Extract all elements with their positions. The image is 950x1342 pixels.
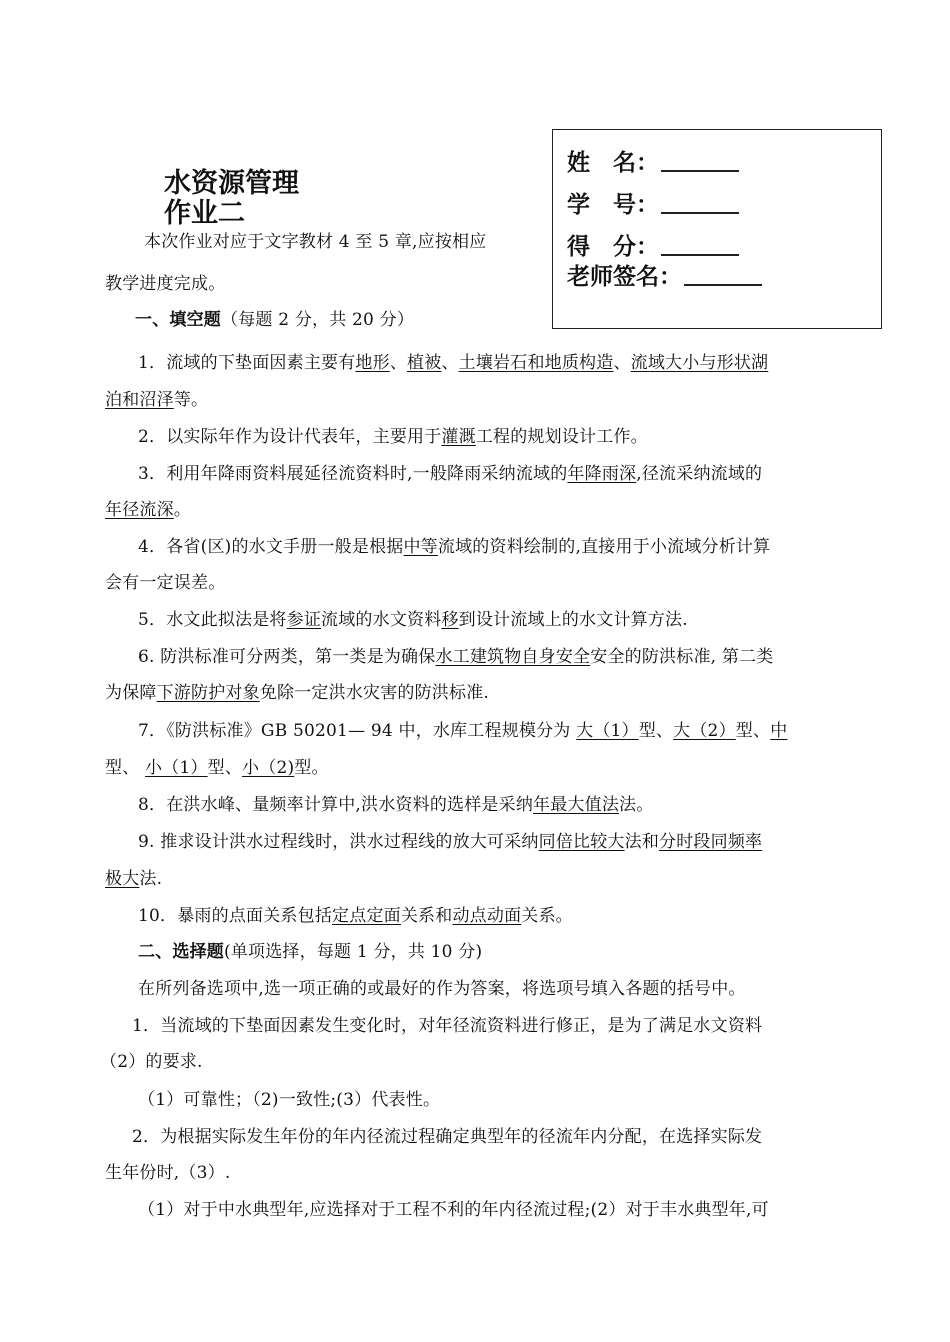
q7-line-2: [105, 756, 329, 780]
q4-line-2: 会有一定误差。: [105, 573, 226, 593]
q1-text-end: 等。: [173, 390, 209, 410]
page-subtitle: 作业二: [164, 198, 245, 229]
q7-sep: 型、: [105, 758, 146, 778]
q6-text: 6. 防洪标准可分两类，第一类是为确保: [138, 647, 436, 667]
q7-sep: 型、: [638, 721, 674, 741]
q3-line-1: [138, 462, 762, 486]
q2-line-1: [138, 425, 648, 449]
q9-text-end: 法.: [139, 869, 163, 889]
q8-answer: 年最大值法: [533, 795, 620, 815]
q5-line-1: [138, 608, 688, 632]
student-id-label: 学 号：: [567, 192, 659, 218]
q6-answer-2: 下游防护对象: [156, 683, 260, 703]
q5-answer-1: 参证: [286, 610, 322, 630]
mc-q1-options: （1）可靠性；（2)一致性;(3）代表性。: [138, 1090, 441, 1110]
q1-answer-3: 土壤岩石和地质构造: [458, 353, 614, 373]
q7-answer-1: 大（1）: [576, 721, 639, 741]
q7-text: 7．《防洪标准》GB 50201— 94 中，水库工程规模分为: [138, 721, 577, 741]
mc-q2-line-1: 2．为根据实际发生年份的年内径流过程确定典型年的径流年内分配，在选择实际发: [132, 1127, 763, 1147]
q4-answer: 中等: [403, 537, 438, 557]
q7-sep: 型、: [735, 721, 771, 741]
q2-text: 2．以实际年作为设计代表年，主要用于: [138, 427, 442, 447]
q5-answer-2: 移: [441, 610, 459, 630]
q7-text-end: 型。: [294, 758, 329, 778]
q1-sep: 、: [389, 353, 408, 373]
score-label: 得 分：: [567, 234, 659, 260]
q9-line-1: [138, 830, 762, 854]
q7-sep: 型、: [207, 758, 243, 778]
mc-q1-line-2: （2）的要求.: [100, 1052, 203, 1072]
q2-answer: 灌溉: [441, 427, 476, 447]
q3-answer-1: 年降雨深: [567, 464, 637, 484]
q1-answer-1: 地形: [355, 353, 390, 373]
section2-instruction: 在所列备选项中,选一项正确的或最好的作为答案，将选项号填入各题的括号中。: [138, 979, 746, 999]
q3-line-2: [105, 498, 191, 522]
q1-sep: 、: [613, 353, 631, 373]
q1-answer-4: 流域大小与形状湖: [630, 353, 769, 373]
mc-q2-options: （1）对于中水典型年,应选择对于工程不利的年内径流过程;(2）对于丰水典型年,可: [138, 1200, 769, 1220]
q7-answer-3: 中: [770, 721, 788, 741]
section1-heading: [135, 308, 414, 332]
name-field[interactable]: [567, 144, 739, 177]
section2-heading: [138, 940, 482, 964]
q5-text: 5．水文此拟法是将: [138, 610, 287, 630]
section1-heading-title: 一、填空题: [135, 310, 221, 330]
q7-line-1: [138, 719, 787, 743]
q9-text: 9. 推求设计洪水过程线时，洪水过程线的放大可采纳: [138, 832, 539, 852]
section2-heading-note: (单项选择，每题 1 分，共 10 分): [224, 942, 483, 962]
q3-text-mid: ,径流采纳流域的: [636, 464, 763, 484]
q8-text: 8．在洪水峰、量频率计算中,洪水资料的选样是采纳: [138, 795, 534, 815]
section2-heading-title: 二、选择题: [138, 942, 224, 962]
q3-answer-2: 年径流深: [105, 500, 174, 520]
name-blank[interactable]: [661, 150, 739, 172]
q5-text-mid: 流域的水文资料: [321, 610, 442, 630]
student-info-box: [552, 129, 882, 329]
score-blank[interactable]: [661, 234, 739, 256]
q4-text-mid: 流域的资料绘制的,直接用于小流域分析计算: [437, 537, 771, 557]
q1-text: 1．流域的下垫面因素主要有: [138, 353, 356, 373]
q10-answer-2: 动点动面: [452, 906, 522, 926]
q8-line-1: [138, 793, 653, 817]
q1-line-2: [105, 388, 208, 412]
q10-answer-1: 定点定面: [332, 906, 401, 926]
q1-answer-2: 植被: [407, 353, 442, 373]
q6-answer-1: 水工建筑物自身安全: [435, 647, 591, 667]
student-id-blank[interactable]: [661, 192, 739, 214]
q9-answer-1: 同倍比较大: [538, 832, 625, 852]
teacher-signature-blank[interactable]: [684, 264, 762, 286]
teacher-signature-field[interactable]: [567, 258, 762, 291]
q3-text-end: 。: [173, 500, 192, 520]
q6-text-mid: 安全的防洪标准, 第二类: [590, 647, 774, 667]
q6-text-end: 免除一定洪水灾害的防洪标准.: [259, 683, 490, 703]
q4-line-1: [138, 535, 770, 559]
q6-line-1: [138, 645, 773, 669]
q7-answer-5: 小（2): [242, 758, 295, 778]
q7-answer-2: 大（2）: [673, 721, 736, 741]
intro-line-1: 本次作业对应于文字教材 4 至 5 章,应按相应: [144, 232, 487, 252]
q10-text: 10．暴雨的点面关系包括: [138, 906, 333, 926]
teacher-signature-label: 老师签名：: [567, 264, 682, 290]
q1-answer-4-cont: 泊和沼泽: [105, 390, 174, 410]
intro-line-2: 教学进度完成。: [105, 274, 226, 294]
q4-text: 4．各省(区)的水文手册一般是根据: [138, 537, 404, 557]
q9-line-2: [105, 867, 162, 891]
mc-q1-line-1: 1．当流域的下垫面因素发生变化时，对年径流资料进行修正，是为了满足水文资料: [132, 1016, 763, 1036]
q1-sep: 、: [441, 353, 459, 373]
q6-text-2: 为保障: [105, 683, 157, 703]
page-title: 水资源管理: [164, 168, 299, 199]
student-id-field[interactable]: [567, 186, 739, 219]
q9-answer-2: 分时段同频率: [659, 832, 763, 852]
mc-q2-line-2: 生年份时,（3）.: [105, 1163, 231, 1183]
q6-line-2: [105, 681, 489, 705]
q1-line-1: [138, 351, 768, 375]
section1-heading-note: （每题 2 分，共 20 分）: [221, 310, 415, 330]
q9-text-mid: 法和: [624, 832, 660, 852]
score-field[interactable]: [567, 228, 739, 261]
name-label: 姓 名：: [567, 150, 659, 176]
q7-answer-4: 小（1）: [145, 758, 208, 778]
q10-line-1: [138, 904, 573, 928]
q10-text-mid: 关系和: [400, 906, 453, 926]
q2-text-end: 工程的规划设计工作。: [475, 427, 648, 447]
q10-text-end: 关系。: [521, 906, 573, 926]
q3-text: 3．利用年降雨资料展延径流资料时,一般降雨采纳流域的: [138, 464, 568, 484]
q5-text-end: 到设计流域上的水文计算方法.: [458, 610, 688, 630]
q8-text-end: 法。: [619, 795, 654, 815]
q9-answer-2-cont: 极大: [105, 869, 140, 889]
